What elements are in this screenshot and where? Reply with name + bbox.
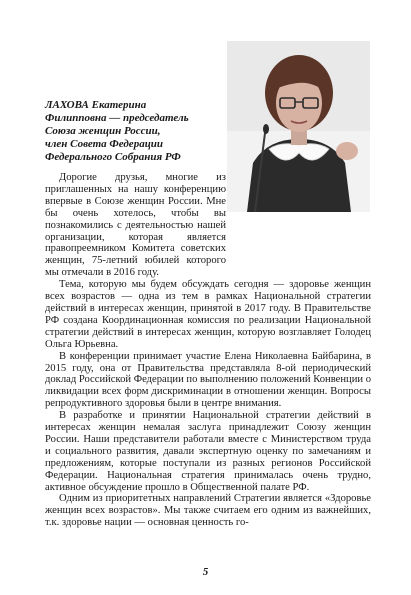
paragraph: Дорогие друзья, многие из приглашенных на нашу конференцию впервые в Союзе женщин России. Мне бы очень хотелось, чтобы вы познакомились с деятельностью нашей организации, которая является правопреемником Комитета советских женщин, 75-летний юбилей которого мы отмечали в 2016 году. [45,172,226,279]
speaker-caption [45,99,225,164]
caption-line-council: член Совета Федерации [45,138,164,150]
paragraph: Тема, которую мы будем обсуждать сегодня — здоровье женщин всех возрастов — одна из тем в рамках Национальной стратегии действий в интересах женщин, принятой в 2017 году. В Правительстве РФ создана Координационная комиссия по реализации Национальной стратегии действий в интересах женщин, которую возглавляет Голодец Ольга Юрьевна. [45,279,371,350]
article-body [45,172,371,529]
paragraph: В конференции принимает участие Елена Николаевна Байбарина, в 2015 году, она от Правительства представляла 8-ой периодический доклад Российской Федерации по выполнению положений Конвенции о ликвидации всех форм дискриминации в отношении женщин. Вопросы репродуктивного здоровья были в центре внимания. [45,350,371,410]
page-number: 5 [202,566,209,578]
caption-line-organization: Союза женщин России, [45,125,161,137]
caption-line-name: ЛАХОВА Екатерина [45,99,147,111]
paragraph: Одним из приоритетных направлений Стратегии является «Здоровье женщин всех возрастов». Мы также считаем его одним из важнейших, т.к. здоровье нации — основная ценность го- [45,493,371,529]
paragraph: В разработке и принятии Национальной стратегии действий в интересах женщин немалая заслуга принадлежит Союзу женщин России. Наши представители работали вместе с Министерством труда и социального развития, давали экспертную оценку по замечаниям и предложениям, которые поступали из разных регионов Российской Федерации. Национальная стратегия принималась очень трудно, активное обсуждение прошло в Общественной палате РФ. [45,410,371,493]
caption-line-patronymic-role: Филипповна — председатель [45,112,189,124]
caption-line-assembly: Федерального Собрания РФ [45,151,181,163]
